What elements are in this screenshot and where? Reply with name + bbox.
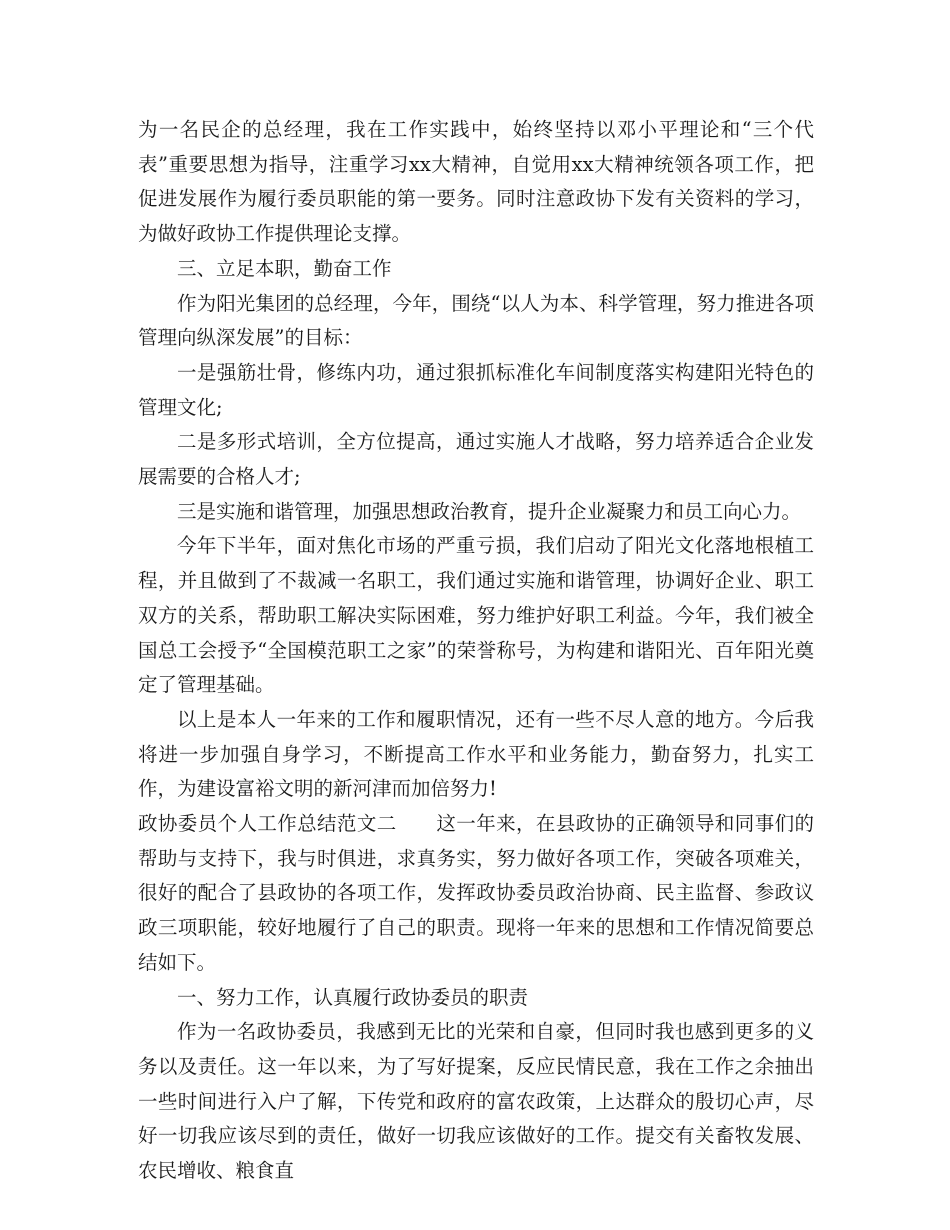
section-heading-three: 三、立足本职，勤奋工作	[177, 256, 392, 280]
paragraph-sample-two-intro: 政协委员个人工作总结范文二 这一年来，在县政协的正确领导和同事们的帮助与支持下，我与时俱进，求真务实，努力做好各项工作，突破各项难关，很好的配合了县政协的各项工作，发挥政协委员政治协商、民主监督、参政议政三项职能，较好地履行了自己的职责。现将一年来的思想和工作情况简要总结如下。	[138, 812, 814, 974]
paragraph-point-two: 二是多形式培训，全方位提高，通过实施人才战略，努力培养适合企业发展需要的合格人才;	[138, 430, 814, 489]
paragraph-goal: 作为阳光集团的总经理，今年，围绕“以人为本、科学管理，努力推进各项管理向纵深发展”的目标：	[138, 291, 814, 350]
paragraph-point-one: 一是强筋壮骨，修练内功，通过狠抓标准化车间制度落实构建阳光特色的管理文化;	[138, 360, 814, 419]
paragraph-conclusion: 以上是本人一年来的工作和履职情况，还有一些不尽人意的地方。今后我将进一步加强自身学习，不断提高工作水平和业务能力，勤奋努力，扎实工作，为建设富裕文明的新河津而加倍努力!	[138, 707, 814, 801]
paragraph-committee-member: 作为一名政协委员，我感到无比的光荣和自豪，但同时我也感到更多的义务以及责任。这一年以来，为了写好提案，反应民情民意，我在工作之余抽出一些时间进行入户了解，下传党和政府的富农政策，上达群众的殷切心声，尽好一切我应该尽到的责任，做好一切我应该做好的工作。提交有关畜牧发展、农民增收、粮食直	[138, 1020, 814, 1183]
paragraph-point-three: 三是实施和谐管理，加强思想政治教育，提升企业凝聚力和员工向心力。	[177, 499, 802, 523]
paragraph-continuation: 为一名民企的总经理，我在工作实践中，始终坚持以邓小平理论和“三个代表”重要思想为指导，注重学习xx大精神，自觉用xx大精神统领各项工作，把促进发展作为履行委员职能的第一要务。同时注意政协下发有关资料的学习，为做好政协工作提供理论支撑。	[138, 118, 814, 246]
paragraph-second-half: 今年下半年，面对焦化市场的严重亏损，我们启动了阳光文化落地根植工程，并且做到了不裁减一名职工，我们通过实施和谐管理，协调好企业、职工双方的关系，帮助职工解决实际困难，努力维护好职工利益。今年，我们被全国总工会授予“全国模范职工之家”的荣誉称号，为构建和谐阳光、百年阳光奠定了管理基础。	[138, 534, 814, 697]
section-heading-one: 一、努力工作，认真履行政协委员的职责	[177, 985, 529, 1009]
document-body	[138, 113, 814, 1189]
